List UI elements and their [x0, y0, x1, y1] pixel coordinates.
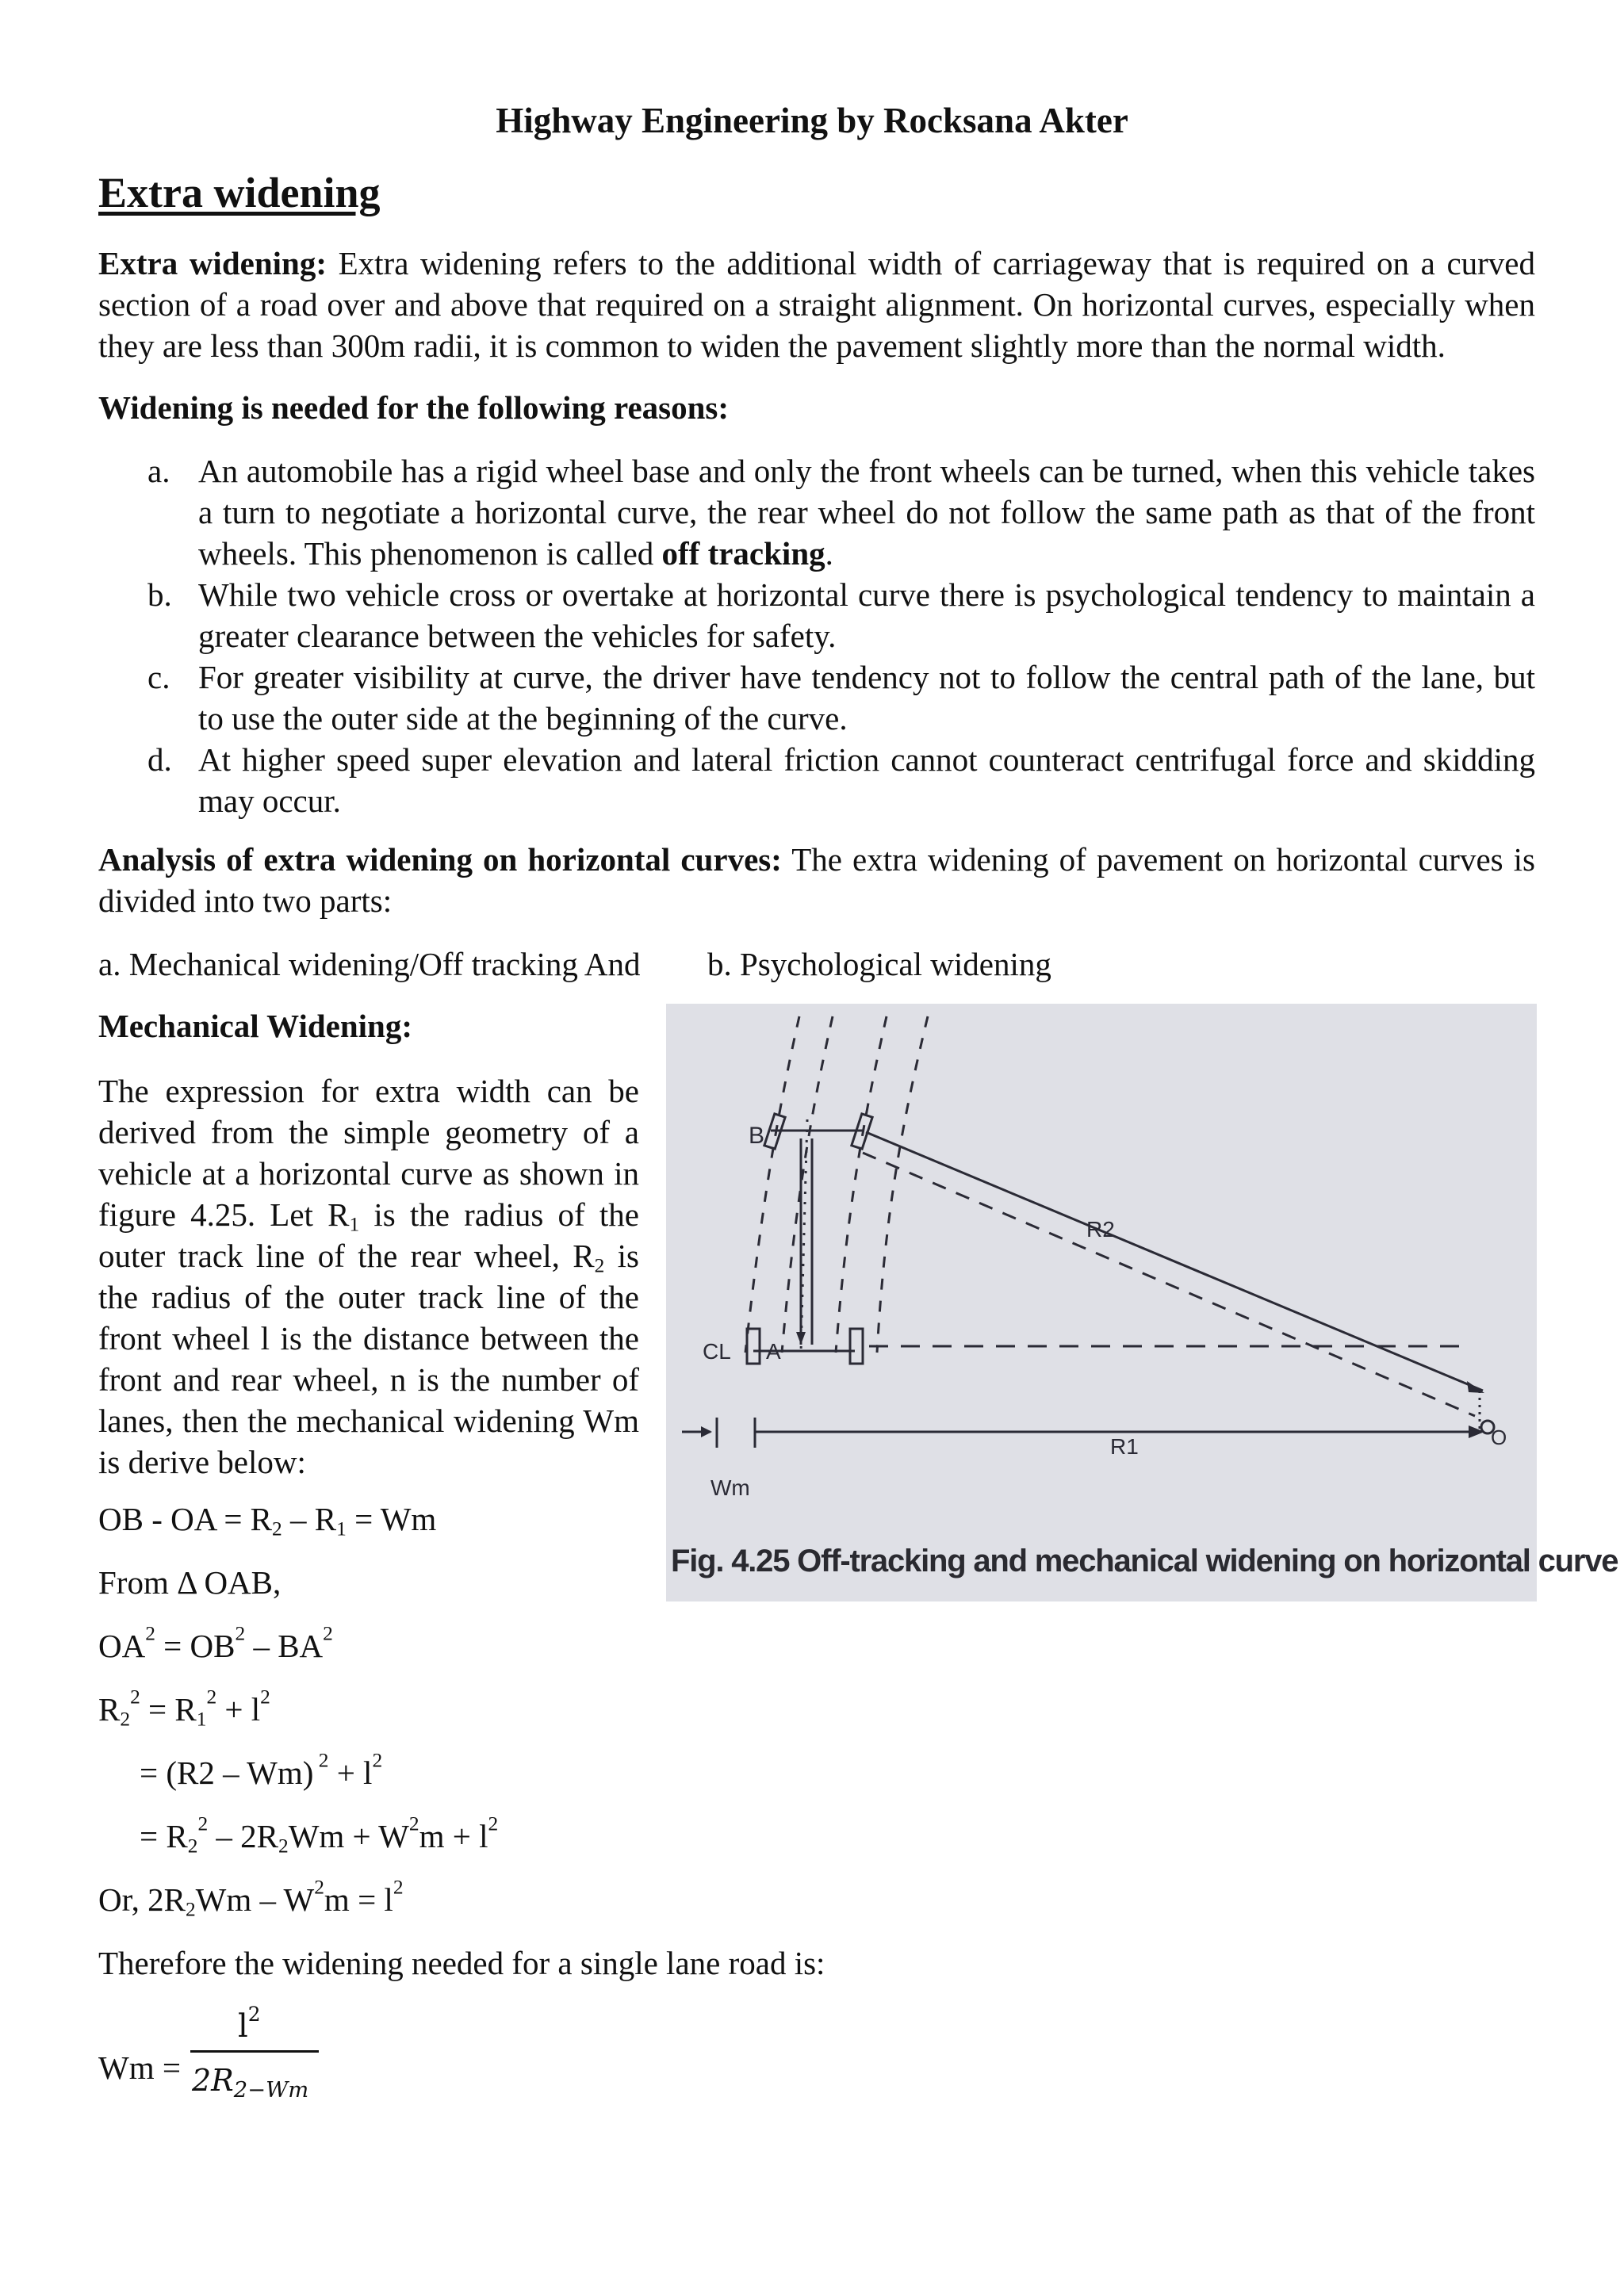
arrow-ab	[796, 1332, 806, 1345]
label-cl: CL	[703, 1339, 731, 1364]
label-o: O	[1491, 1425, 1507, 1449]
analysis-label: Analysis of extra widening on horizontal curves:	[98, 841, 782, 878]
list-item	[98, 656, 1535, 739]
curve-lane-2	[836, 1016, 887, 1353]
equation-3: $OA^2 = OB^2 - BA^2$	[98, 1622, 333, 1664]
part-a: a. Mechanical widening/Off tracking And	[98, 946, 641, 982]
formula-fraction-bar	[190, 2050, 319, 2053]
equation-1: OB - OA = $R_2 - R_1 = Wm$	[98, 1501, 437, 1540]
rear-wheel-right	[850, 1329, 863, 1364]
equation-7: Or, $2R_2Wm - W^2m = l^2$	[98, 1876, 404, 1921]
label-b: B	[749, 1123, 765, 1149]
rear-wheel-left	[747, 1329, 760, 1364]
label-r2: R2	[1086, 1217, 1115, 1242]
equation-6: = $R_2^2 - 2R_2Wm + W^2m + l^2$	[140, 1812, 499, 1858]
analysis-paragraph	[98, 839, 1535, 921]
label-wm: Wm	[710, 1475, 750, 1500]
definition-label: Extra widening:	[98, 245, 327, 281]
mech-sub-2: 2	[594, 1254, 605, 1277]
reason-text: While two vehicle cross or overtake at horizontal curve there is psychological tendency to maintain a greater clearance between the vehicles for safety.	[198, 576, 1535, 654]
formula-denominator: $2R_{2-Wm}$	[192, 2063, 309, 2103]
equation-8: Therefore the widening needed for a single lane road is:	[98, 1945, 825, 1981]
formula-numerator: $l^2$	[238, 2003, 261, 2045]
figure-off-tracking	[666, 1004, 1618, 1601]
part-b: b. Psychological widening	[707, 946, 1051, 982]
list-item	[98, 574, 1535, 656]
list-item	[98, 450, 1535, 574]
mech-text-3: is the radius of the outer track line of the front wheel l is the distance between the front and rear wheel, n is the number of lanes, then the mechanical widening Wm is derive below:	[98, 1238, 639, 1480]
reason-text: For greater visibility at curve, the driver have tendency not to follow the central path of the lane, but to use the outer side at the beginning of the curve.	[198, 659, 1535, 737]
arrow-wm	[701, 1426, 712, 1437]
reason-bold: off tracking	[661, 535, 825, 572]
mech-text-2: is the radius of the outer track line of the rear wheel, R	[98, 1196, 639, 1274]
reason-text-end: .	[825, 535, 833, 572]
reasons-list	[98, 450, 1535, 821]
mechanical-paragraph	[98, 1070, 639, 1483]
equation-2: From Δ OAB,	[98, 1564, 282, 1601]
list-item	[98, 739, 1535, 821]
reason-text: At higher speed super elevation and lateral friction cannot counteract centrifugal force and skidding may occur.	[198, 741, 1535, 819]
curve-inner-edge	[745, 1016, 799, 1353]
figure-diagram	[666, 1004, 1537, 1535]
mech-sub-1: 1	[349, 1213, 360, 1236]
list-marker: a.	[147, 453, 170, 489]
curve-outer-edge	[877, 1016, 928, 1353]
figure-caption: Fig. 4.25 Off-tracking and mechanical widening on horizontal curve	[671, 1544, 1618, 1578]
list-marker: d.	[147, 741, 172, 778]
formula-lhs: Wm =	[98, 2049, 181, 2086]
arrow-r2	[1467, 1381, 1484, 1393]
analysis-text: The extra widening of pavement on horizontal curves is divided into two parts:	[98, 841, 1536, 919]
equation-5: = (R2 – Wm) $^2 + l^2$	[140, 1749, 383, 1791]
reason-text: An automobile has a rigid wheel base and only the front wheels can be turned, when this vehicle takes a turn to negotiate a horizontal curve, the rear wheel do not follow the same path as that of the front wheels. This phenomenon is called	[198, 453, 1535, 572]
label-r1: R1	[1110, 1434, 1139, 1459]
list-marker: b.	[147, 576, 172, 613]
page-header: Highway Engineering by Rocksana Akter	[496, 101, 1128, 140]
reasons-heading: Widening is needed for the following reasons:	[98, 389, 730, 426]
label-a: A	[766, 1339, 781, 1364]
list-marker: c.	[147, 659, 170, 695]
mechanical-heading: Mechanical Widening:	[98, 1008, 412, 1044]
section-title: Extra widening	[98, 169, 381, 216]
mech-text-1: The expression for extra width can be derived from the simple geometry of a vehicle at a horizontal curve as shown in figure 4.25. Let R	[98, 1073, 639, 1233]
equation-4: $R_2^2 = R_1^2 + l^2$	[98, 1686, 270, 1731]
definition-paragraph	[98, 243, 1535, 366]
line-r2	[866, 1132, 1483, 1391]
definition-text: Extra widening refers to the additional width of carriageway that is required on a curved section of a road over and above that required on a straight alignment. On horizontal curves, especially when they are less than 300m radii, it is common to widen the pavement slightly more than the normal width.	[98, 245, 1535, 364]
line-r2-dashed	[863, 1153, 1475, 1416]
